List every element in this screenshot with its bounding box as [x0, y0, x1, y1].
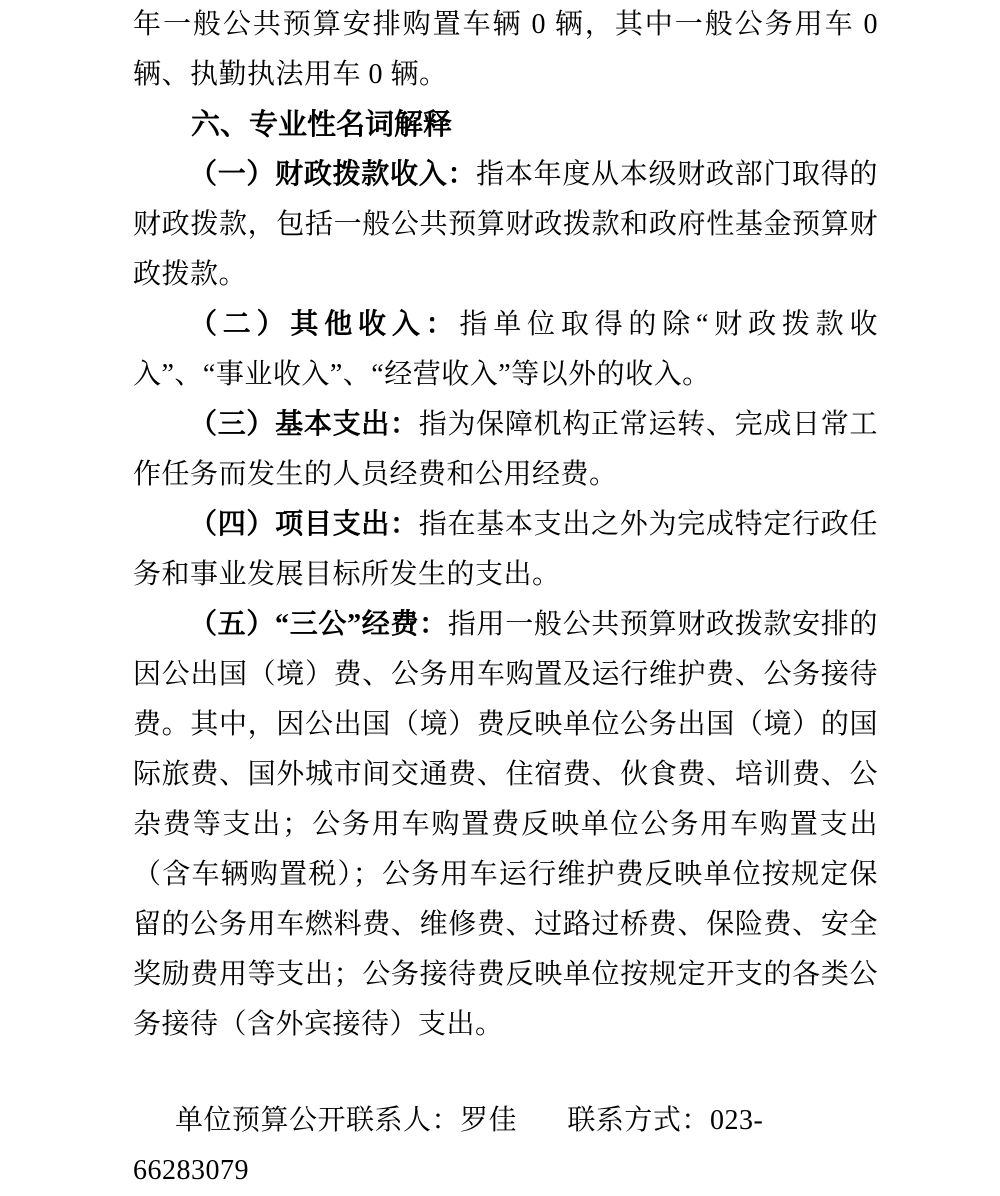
section-heading: 六、专业性名词解释 — [191, 109, 453, 141]
term-paragraph-4 — [133, 500, 878, 600]
contact-phone-number: 023-66283079 — [133, 1105, 764, 1186]
term-lead-project-expenditure: （四）项目支出： — [189, 509, 419, 540]
term-lead-three-public-funds: （五）“三公”经费： — [189, 609, 448, 640]
term-body-fiscal-appropriation-income: 指本年度从本级财政部门取得的财政拨款，包括一般公共预算财政拨款和政府性基金预算财政拨款。 — [133, 159, 878, 290]
term-paragraph-2 — [133, 300, 878, 400]
term-lead-basic-expenditure: （三）基本支出： — [189, 409, 419, 440]
term-body-basic-expenditure: 指为保障机构正常运转、完成日常工作任务而发生的人员经费和公用经费。 — [133, 409, 878, 490]
contact-phone-label: 联系方式： — [567, 1105, 710, 1136]
term-body-project-expenditure: 指在基本支出之外为完成特定行政任务和事业发展目标所发生的支出。 — [133, 509, 878, 590]
term-paragraph-3 — [133, 400, 878, 500]
term-body-three-public-funds: 指用一般公共预算财政拨款安排的因公出国（境）费、公务用车购置及运行维护费、公务接待费。其中，因公出国（境）费反映单位公务出国（境）的国际旅费、国外城市间交通费、住宿费、伙食费、培训费、公杂费等支出；公务用车购置费反映单位公务用车购置支出（含车辆购置税）；公务用车运行维护费反映单位按规定保留的公务用车燃料费、维修费、过路过桥费、保险费、安全奖励费用等支出；公务接待费反映单位按规定开支的各类公务接待（含外宾接待）支出。 — [133, 609, 878, 1040]
contact-person-name: 罗佳 — [460, 1105, 518, 1136]
contact-person-label: 单位预算公开联系人： — [175, 1105, 461, 1136]
term-paragraph-1 — [133, 150, 878, 300]
term-paragraph-5 — [133, 600, 878, 1050]
term-body-other-income: 指单位取得的除“财政拨款收入”、“事业收入”、“经营收入”等以外的收入。 — [133, 309, 878, 390]
term-lead-fiscal-appropriation-income: （一）财政拨款收入： — [189, 159, 477, 190]
term-lead-other-income: （二）其他收入： — [189, 309, 460, 340]
paragraph-vehicle-continuation: 年一般公共预算安排购置车辆 0 辆，其中一般公务用车 0 辆、执勤执法用车 0 辆。 — [133, 9, 878, 90]
contact-line — [133, 1096, 878, 1196]
